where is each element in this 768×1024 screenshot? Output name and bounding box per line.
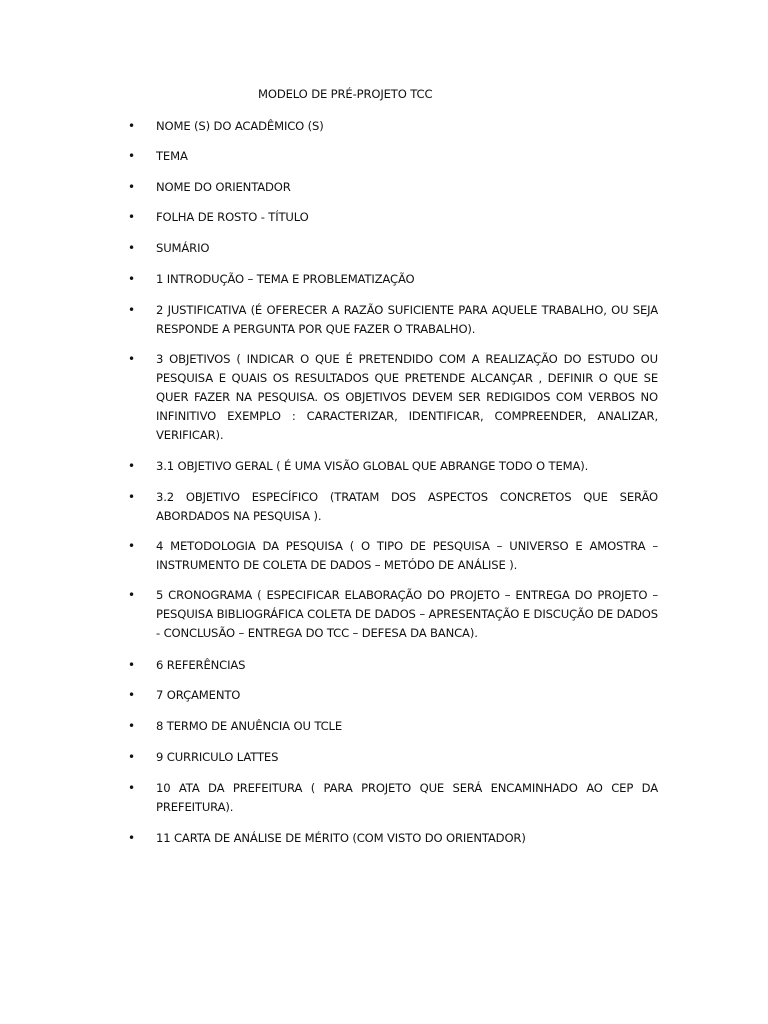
bullet-icon: • (128, 352, 136, 366)
list-item-text: TEMA (156, 149, 188, 163)
bullet-icon: • (128, 588, 136, 602)
bullet-icon: • (128, 781, 136, 795)
list-item-text: 4 METODOLOGIA DA PESQUISA ( O TIPO DE PESQUISA – UNIVERSO E AMOSTRA – INSTRUMENTO DE COLETA DE DADOS – METÓDO DE ANÁLISE ). (156, 539, 658, 572)
list-item-text: 6 REFERÊNCIAS (156, 658, 246, 672)
list-item-text: 1 INTRODUÇÃO – TEMA E PROBLEMATIZAÇÃO (156, 272, 415, 286)
list-item-text: 10 ATA DA PREFEITURA ( PARA PROJETO QUE SERÁ ENCAMINHADO AO CEP DA PREFEITURA). (156, 781, 658, 814)
bullet-icon: • (128, 750, 136, 764)
list-item-text: FOLHA DE ROSTO - TÍTULO (156, 210, 309, 224)
bullet-icon: • (128, 539, 136, 553)
list-item-text: 2 JUSTIFICATIVA (É OFERECER A RAZÃO SUFICIENTE PARA AQUELE TRABALHO, OU SEJA RESPONDE A PERGUNTA POR QUE FAZER O TRABALHO). (156, 303, 658, 336)
bullet-icon: • (128, 180, 136, 194)
bullet-icon: • (128, 272, 136, 286)
list-item-text: 9 CURRICULO LATTES (156, 750, 279, 764)
bullet-icon: • (128, 831, 136, 845)
bullet-icon: • (128, 459, 136, 473)
list-item-text: 3.2 OBJETIVO ESPECÍFICO (TRATAM DOS ASPECTOS CONCRETOS QUE SERÃO ABORDADOS NA PESQUISA ). (156, 490, 658, 523)
bullet-icon: • (128, 658, 136, 672)
list-item-text: SUMÁRIO (156, 241, 210, 255)
list-item-text: NOME (S) DO ACADÊMICO (S) (156, 119, 324, 133)
list-item-text: 3.1 OBJETIVO GERAL ( É UMA VISÃO GLOBAL QUE ABRANGE TODO O TEMA). (156, 459, 589, 473)
list-item-text: 8 TERMO DE ANUÊNCIA OU TCLE (156, 719, 343, 733)
bullet-icon: • (128, 719, 136, 733)
list-item-text: 7 ORÇAMENTO (156, 688, 241, 702)
list-item-text: 11 CARTA DE ANÁLISE DE MÉRITO (COM VISTO DO ORIENTADOR) (156, 831, 526, 845)
bullet-icon: • (128, 241, 136, 255)
bullet-icon: • (128, 210, 136, 224)
list-item-text: 3 OBJETIVOS ( INDICAR O QUE É PRETENDIDO COM A REALIZAÇÃO DO ESTUDO OU PESQUISA E QUAIS OS RESULTADOS QUE PRETENDE ALCANÇAR , DEFINIR O QUE SE QUER FAZER NA PESQUISA. OS OBJETIVOS DEVEM SER REDIGIDOS COM VERBOS NO INFINITIVO EXEMPLO : CARACTERIZAR, IDENTIFICAR, COMPREENDER, ANALIZAR, VERIFICAR). (156, 352, 658, 442)
list-item-text: NOME DO ORIENTADOR (156, 180, 291, 194)
bullet-icon: • (128, 490, 136, 504)
bullet-icon: • (128, 119, 136, 133)
bullet-icon: • (128, 149, 136, 163)
bullet-icon: • (128, 688, 136, 702)
list-item-text: 5 CRONOGRAMA ( ESPECIFICAR ELABORAÇÃO DO PROJETO – ENTREGA DO PROJETO – PESQUISA BIBLIOGRÁFICA COLETA DE DADOS – APRESENTAÇÃO E DISCUÇÃO DE DADOS - CONCLUSÃO – ENTREGA DO TCC – DEFESA DA BANCA). (156, 588, 658, 640)
bullet-icon: • (128, 303, 136, 317)
document-title: MODELO DE PRÉ-PROJETO TCC (258, 87, 433, 101)
